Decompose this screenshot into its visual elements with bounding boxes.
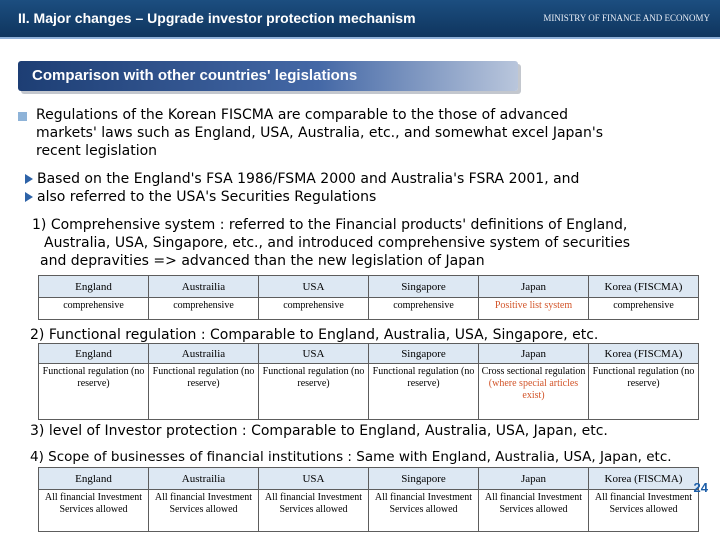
paragraph-1-line: markets' laws such as England, USA, Australia, etc., and somewhat excel Japan's [36,125,604,141]
section-1-line: and depravities => advanced than the new legislation of Japan [40,253,485,269]
col-header-singapore: Singapore [369,276,479,298]
col-header-usa: USA [259,468,369,490]
functional-regulation-table [38,343,699,420]
table-cell: All financial Investment Services allowed [589,490,699,532]
paragraph-2-line: also referred to the USA's Securities Regulations [37,189,377,205]
slide-header-title: II. Major changes – Upgrade investor protection mechanism [18,10,416,26]
section-2-title: 2) Functional regulation : Comparable to England, Australia, USA, Singapore, etc. [30,327,599,343]
table-cell: Functional regulation (no reserve) [259,364,369,420]
col-header-singapore: Singapore [369,468,479,490]
col-header-korea: Korea (FISCMA) [589,276,699,298]
section-banner [18,61,518,91]
table-cell: comprehensive [149,298,259,320]
col-header-australia: Austrailia [149,344,259,364]
section-4-title: 4) Scope of businesses of financial institutions : Same with England, Australia, USA, Japan, etc. [30,449,672,465]
table-cell: Functional regulation (no reserve) [149,364,259,420]
table-cell: comprehensive [259,298,369,320]
col-header-singapore: Singapore [369,344,479,364]
table-cell: comprehensive [39,298,149,320]
col-header-korea: Korea (FISCMA) [589,468,699,490]
paragraph-2-line: Based on the England's FSA 1986/FSMA 2000 and Australia's FSRA 2001, and [37,171,580,187]
col-header-japan: Japan [479,276,589,298]
table-cell: comprehensive [589,298,699,320]
business-scope-table [38,467,699,532]
col-header-korea: Korea (FISCMA) [589,344,699,364]
col-header-japan: Japan [479,344,589,364]
table-cell: All financial Investment Services allowed [369,490,479,532]
col-header-usa: USA [259,344,369,364]
section-1-text [32,216,630,270]
col-header-england: England [39,344,149,364]
section-1-line: Australia, USA, Singapore, etc., and introduced comprehensive system of securities [44,235,630,251]
table-cell-highlight: Positive list system [479,298,589,320]
page-number: 24 [693,480,708,495]
table-cell: All financial Investment Services allowed [39,490,149,532]
col-header-usa: USA [259,276,369,298]
section-1-line: 1) Comprehensive system : referred to the Financial products' definitions of England, [32,217,628,233]
col-header-japan: Japan [479,468,589,490]
table-cell: All financial Investment Services allowed [259,490,369,532]
table-cell: All financial Investment Services allowed [149,490,259,532]
table-cell: Functional regulation (no reserve) [369,364,479,420]
table-cell: Functional regulation (no reserve) [39,364,149,420]
paragraph-1-line: recent legislation [36,143,158,159]
paragraph-1 [36,106,603,160]
col-header-australia: Austrailia [149,276,259,298]
section-3-title: 3) level of Investor protection : Comparable to England, Australia, USA, Japan, etc. [30,423,608,439]
banner-title: Comparison with other countries' legislations [32,67,358,84]
triangle-bullet-icon [25,192,33,202]
col-header-england: England [39,468,149,490]
table-cell: Functional regulation (no reserve) [589,364,699,420]
col-header-australia: Austrailia [149,468,259,490]
table-cell-text: Cross sectional regulation [481,366,586,377]
table-cell-japan [479,364,589,420]
table-cell-note: (where special articles exist) [488,378,579,401]
header-bar [0,0,720,37]
paragraph-1-line: Regulations of the Korean FISCMA are comparable to the those of advanced [36,107,569,123]
comprehensive-system-table [38,275,699,320]
table-cell: comprehensive [369,298,479,320]
triangle-bullet-icon [25,174,33,184]
header-divider [0,37,720,39]
ministry-label: MINISTRY OF FINANCE AND ECONOMY [543,13,710,23]
square-bullet-icon [18,112,27,121]
paragraph-2 [37,170,579,206]
table-cell: All financial Investment Services allowed [479,490,589,532]
col-header-england: England [39,276,149,298]
